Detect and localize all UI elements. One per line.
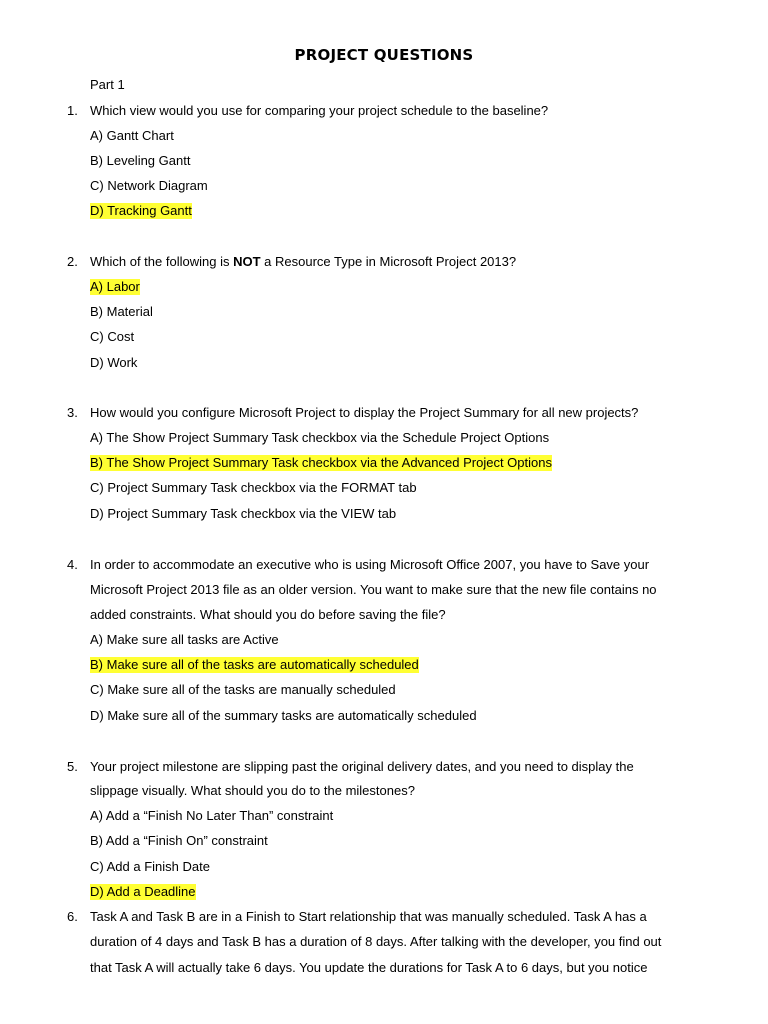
answer-option-correct: A) Labor (90, 279, 140, 294)
answer-option: C) Cost (90, 329, 135, 344)
answer-option: C) Add a Finish Date (90, 859, 210, 874)
answer-option: C) Make sure all of the tasks are manually scheduled (90, 682, 396, 697)
answer-option: D) Project Summary Task checkbox via the VIEW tab (90, 506, 397, 521)
question-number: 2. (67, 254, 78, 269)
question-text-line: Your project milestone are slipping past the original delivery dates, and you need to display the (90, 759, 634, 774)
answer-option: D) Work (90, 355, 138, 370)
answer-option: B) Material (90, 304, 153, 319)
answer-option: B) Add a “Finish On” constraint (90, 833, 268, 848)
question-number: 1. (67, 103, 78, 118)
answer-option: C) Network Diagram (90, 178, 208, 193)
question-text: How would you configure Microsoft Project to display the Project Summary for all new projects? (90, 405, 639, 420)
answer-option-correct: B) The Show Project Summary Task checkbox via the Advanced Project Options (90, 455, 552, 470)
question-text-line: duration of 4 days and Task B has a duration of 8 days. After talking with the developer, you find out (90, 934, 662, 949)
answer-option: A) Add a “Finish No Later Than” constraint (90, 808, 334, 823)
answer-option: D) Make sure all of the summary tasks are automatically scheduled (90, 708, 477, 723)
question-text-line: that Task A will actually take 6 days. You update the durations for Task A to 6 days, but you notice (90, 960, 648, 975)
question-text-line: In order to accommodate an executive who is using Microsoft Office 2007, you have to Save your (90, 557, 650, 572)
question-text-line: slippage visually. What should you do to the milestones? (90, 783, 415, 798)
answer-option-correct: D) Add a Deadline (90, 884, 196, 899)
answer-option: B) Leveling Gantt (90, 153, 191, 168)
question-text-line: added constraints. What should you do before saving the file? (90, 607, 446, 622)
answer-option: A) The Show Project Summary Task checkbox via the Schedule Project Options (90, 430, 550, 445)
answer-option: A) Make sure all tasks are Active (90, 632, 279, 647)
question-text-line: Microsoft Project 2013 file as an older version. You want to make sure that the new file contains no (90, 582, 657, 597)
question-number: 3. (67, 405, 78, 420)
emphasis-text: NOT (233, 254, 261, 269)
part-label: Part 1 (90, 77, 125, 92)
question-number: 4. (67, 557, 78, 572)
answer-option-correct: B) Make sure all of the tasks are automatically scheduled (90, 657, 419, 672)
page-title: PROJECT QUESTIONS (294, 46, 474, 64)
question-number: 6. (67, 909, 78, 924)
question-text: Which view would you use for comparing your project schedule to the baseline? (90, 103, 549, 118)
answer-option: A) Gantt Chart (90, 128, 174, 143)
answer-option: C) Project Summary Task checkbox via the FORMAT tab (90, 480, 417, 495)
answer-option-correct: D) Tracking Gantt (90, 203, 192, 218)
question-number: 5. (67, 759, 78, 774)
question-text: Which of the following is NOT a Resource Type in Microsoft Project 2013? (90, 254, 517, 269)
question-text-line: Task A and Task B are in a Finish to Start relationship that was manually scheduled. Task A has a (90, 909, 647, 924)
